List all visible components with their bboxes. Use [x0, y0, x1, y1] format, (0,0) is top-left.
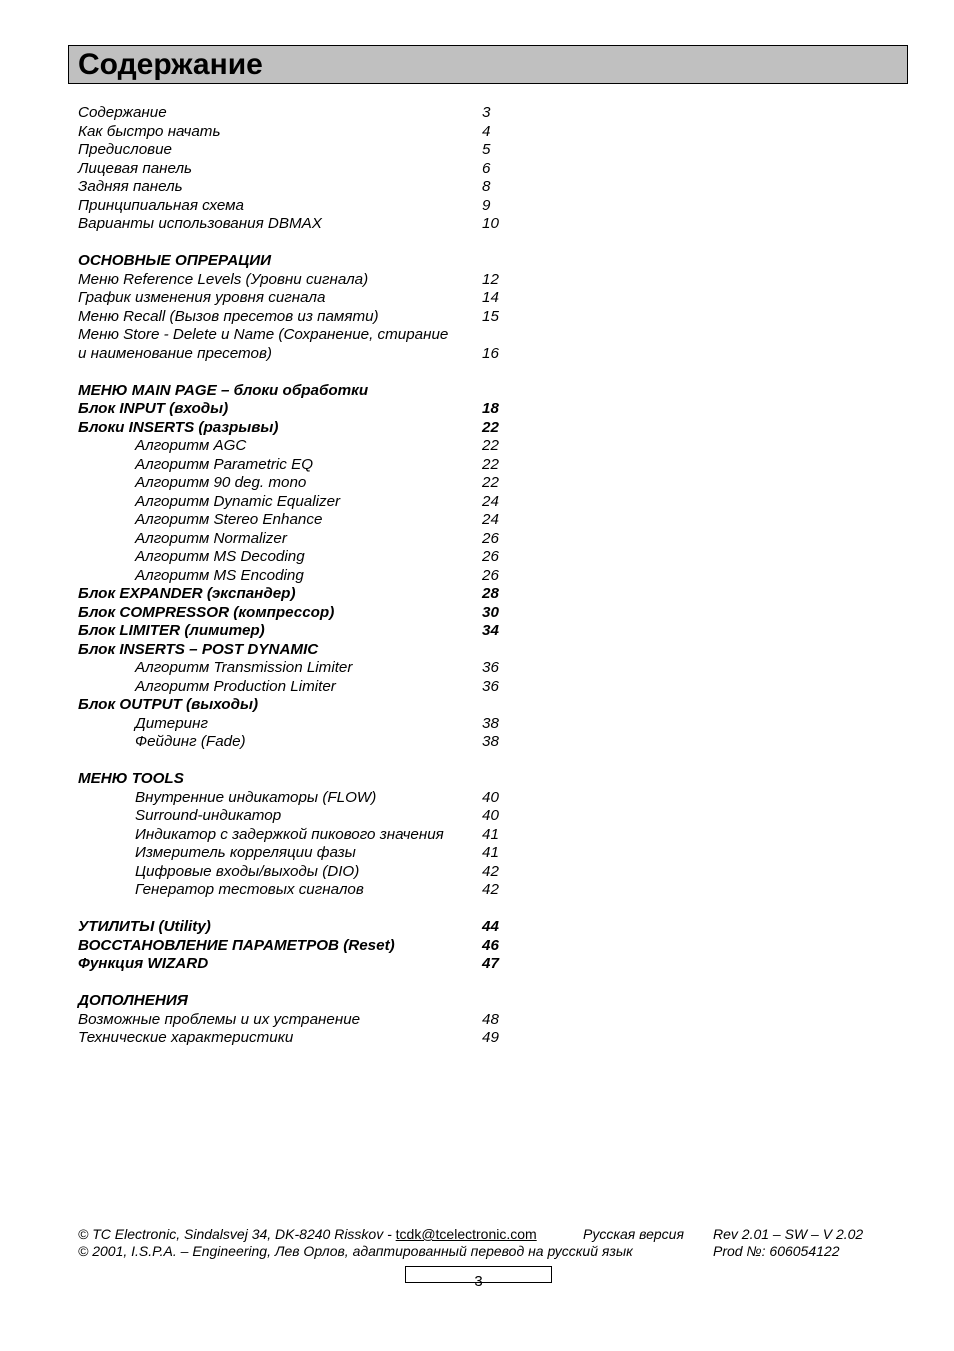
toc-entry-label[interactable]: Варианты использования DBMAX	[78, 215, 322, 232]
footer	[78, 1226, 878, 1260]
footer-revision: Rev 2.01 – SW – V 2.02	[713, 1226, 864, 1242]
toc-spacer	[78, 234, 518, 253]
page-number: 3	[474, 1273, 483, 1290]
toc-entry	[78, 197, 518, 216]
toc-entry-label[interactable]: Задняя панель	[78, 178, 183, 195]
toc-entry-label[interactable]: Меню Recall (Вызов пресетов из памяти)	[78, 307, 379, 325]
table-of-contents	[78, 104, 518, 1048]
toc-entry	[78, 789, 518, 808]
toc-entry	[78, 123, 518, 142]
toc-entry-label[interactable]: Блок INPUT (входы)	[78, 400, 229, 417]
toc-entry-label[interactable]: Измеритель корреляции фазы	[135, 844, 356, 861]
toc-entry-page[interactable]: 15	[482, 307, 499, 325]
toc-entry-page[interactable]: 48	[482, 1010, 499, 1028]
toc-entry-label[interactable]: Лицевая панель	[78, 159, 193, 177]
footer-line-2	[78, 1243, 878, 1260]
toc-entry-label[interactable]: МЕНЮ MAIN PAGE – блоки обработки	[78, 381, 369, 399]
toc-entry	[78, 326, 518, 345]
footer-prod-number: Prod №: 606054122	[713, 1243, 840, 1259]
toc-entry	[78, 992, 518, 1011]
toc-entry-label[interactable]: Содержание	[78, 104, 167, 121]
toc-entry	[78, 863, 518, 882]
toc-entry-label[interactable]: Алгоритм MS Encoding	[135, 566, 304, 584]
toc-entry-label[interactable]: Принципиальная схема	[78, 196, 244, 214]
toc-entry-label[interactable]: Блок OUTPUT (выходы)	[78, 696, 258, 713]
toc-entry-label[interactable]: Алгоритм Stereo Enhance	[135, 511, 323, 528]
footer-line-1	[78, 1226, 878, 1243]
toc-entry	[78, 437, 518, 456]
toc-entry-page[interactable]: 26	[482, 548, 499, 565]
toc-entry-page[interactable]: 6	[482, 159, 491, 177]
toc-entry-label[interactable]: Алгоритм Production Limiter	[135, 677, 336, 695]
toc-entry	[78, 715, 518, 734]
toc-entry-label[interactable]: Блоки INSERTS (разрывы)	[78, 418, 279, 436]
toc-entry-page[interactable]: 49	[482, 1029, 499, 1046]
toc-entry-page[interactable]: 22	[482, 437, 499, 454]
toc-entry-label[interactable]: Алгоритм Parametric EQ	[135, 455, 314, 473]
toc-entry	[78, 585, 518, 604]
toc-entry	[78, 271, 518, 290]
toc-entry-label[interactable]: График изменения уровня сигнала	[78, 289, 326, 306]
toc-entry-page[interactable]: 42	[482, 862, 499, 880]
toc-entry-page[interactable]: 36	[482, 677, 499, 695]
toc-entry	[78, 918, 518, 937]
toc-entry-label[interactable]: Внутренние индикаторы (FLOW)	[135, 788, 377, 806]
page-title: Содержание	[78, 48, 263, 81]
toc-entry	[78, 604, 518, 623]
toc-entry-label[interactable]: ВОССТАНОВЛЕНИЕ ПАРАМЕТРОВ (Reset)	[78, 936, 395, 954]
toc-entry-label[interactable]: Блок LIMITER (лимитер)	[78, 622, 265, 639]
toc-entry	[78, 456, 518, 475]
toc-entry	[78, 289, 518, 308]
toc-entry-label[interactable]: Блок EXPANDER (экспандер)	[78, 585, 296, 602]
toc-entry	[78, 696, 518, 715]
toc-entry-page[interactable]: 34	[482, 622, 499, 639]
toc-entry-page[interactable]: 5	[482, 141, 491, 158]
toc-entry-page[interactable]: 47	[482, 955, 499, 972]
toc-entry-page[interactable]: 41	[482, 844, 499, 861]
toc-entry	[78, 400, 518, 419]
toc-entry-label[interactable]: Дитеринг	[135, 714, 208, 732]
toc-entry-page[interactable]: 41	[482, 825, 499, 843]
toc-entry	[78, 511, 518, 530]
toc-entry-page[interactable]: 36	[482, 659, 499, 676]
toc-entry-page[interactable]: 40	[482, 788, 499, 806]
toc-entry	[78, 141, 518, 160]
toc-entry-label[interactable]: Surround-индикатор	[135, 807, 282, 824]
toc-spacer	[78, 974, 518, 993]
toc-entry-label[interactable]: Фейдинг (Fade)	[135, 733, 246, 750]
toc-entry	[78, 160, 518, 179]
toc-entry-label[interactable]: Алгоритм AGC	[135, 437, 247, 454]
toc-entry-page[interactable]: 40	[482, 807, 499, 824]
toc-entry	[78, 844, 518, 863]
page-number-box	[405, 1266, 552, 1290]
toc-entry-label[interactable]: Возможные проблемы и их устранение	[78, 1010, 361, 1028]
toc-entry	[78, 659, 518, 678]
toc-entry-page[interactable]: 38	[482, 733, 499, 750]
toc-entry-label[interactable]: и наименование пресетов)	[78, 344, 272, 362]
toc-entry	[78, 622, 518, 641]
toc-entry-label[interactable]: Алгоритм MS Decoding	[135, 548, 305, 565]
toc-entry-page[interactable]: 12	[482, 270, 499, 288]
toc-entry-label[interactable]: Алгоритм Dynamic Equalizer	[135, 492, 341, 510]
toc-entry-label[interactable]: ОСНОВНЫЕ ОПРЕРАЦИИ	[78, 252, 272, 269]
toc-entry-page[interactable]: 14	[482, 289, 499, 306]
toc-entry-page[interactable]: 44	[482, 918, 499, 935]
toc-entry	[78, 567, 518, 586]
toc-entry	[78, 881, 518, 900]
toc-entry	[78, 826, 518, 845]
toc-entry-label[interactable]: Предисловие	[78, 141, 172, 158]
toc-entry-page[interactable]: 24	[482, 492, 499, 510]
toc-entry-label[interactable]: Алгоритм 90 deg. mono	[135, 474, 307, 491]
toc-entry-label[interactable]: Алгоритм Normalizer	[135, 529, 287, 547]
toc-entry-label[interactable]: Генератор тестовых сигналов	[135, 881, 364, 898]
toc-entry-label[interactable]: Алгоритм Transmission Limiter	[135, 659, 353, 676]
toc-entry-page[interactable]: 18	[482, 400, 499, 417]
toc-entry-page[interactable]: 10	[482, 215, 499, 232]
toc-entry-page[interactable]: 8	[482, 178, 491, 195]
toc-entry-label[interactable]: Меню Store - Delete и Name (Сохранение, стирание	[78, 326, 449, 343]
toc-entry-label[interactable]: Технические характеристики	[78, 1029, 294, 1046]
toc-entry	[78, 530, 518, 549]
toc-entry-label[interactable]: МЕНЮ TOOLS	[78, 770, 184, 787]
toc-entry-page[interactable]: 26	[482, 529, 499, 547]
toc-entry	[78, 474, 518, 493]
toc-entry-page[interactable]: 24	[482, 511, 499, 528]
title-bar	[68, 45, 908, 84]
toc-entry-page[interactable]: 9	[482, 196, 491, 214]
toc-entry-page[interactable]: 26	[482, 566, 499, 584]
toc-entry	[78, 493, 518, 512]
toc-spacer	[78, 363, 518, 382]
toc-entry-page[interactable]: 4	[482, 122, 491, 140]
toc-entry	[78, 641, 518, 660]
toc-entry-page[interactable]: 30	[482, 603, 499, 621]
toc-entry-page[interactable]: 42	[482, 881, 499, 898]
toc-entry	[78, 955, 518, 974]
toc-entry	[78, 733, 518, 752]
toc-entry	[78, 548, 518, 567]
toc-entry	[78, 937, 518, 956]
toc-entry	[78, 770, 518, 789]
toc-entry	[78, 678, 518, 697]
toc-entry-label[interactable]: УТИЛИТЫ (Utility)	[78, 918, 211, 935]
toc-spacer	[78, 752, 518, 771]
toc-entry	[78, 178, 518, 197]
footer-email-link[interactable]: tcdk@tcelectronic.com	[395, 1226, 537, 1242]
toc-entry-page[interactable]: 22	[482, 418, 499, 436]
toc-entry-page[interactable]: 22	[482, 474, 499, 491]
toc-entry	[78, 104, 518, 123]
toc-entry-label[interactable]: Цифровые входы/выходы (DIO)	[135, 862, 360, 880]
toc-spacer	[78, 900, 518, 919]
toc-entry	[78, 1029, 518, 1048]
toc-entry-page[interactable]: 22	[482, 455, 499, 473]
toc-entry-label[interactable]: Блок INSERTS – POST DYNAMIC	[78, 640, 319, 658]
toc-entry	[78, 419, 518, 438]
toc-entry-label[interactable]: Индикатор с задержкой пикового значения	[135, 825, 444, 843]
toc-entry-label[interactable]: Меню Reference Levels (Уровни сигнала)	[78, 270, 369, 288]
toc-entry-label[interactable]: Функция WIZARD	[78, 955, 209, 972]
toc-entry-label[interactable]: ДОПОЛНЕНИЯ	[78, 992, 188, 1009]
footer-copyright-ispa: © 2001, I.S.P.A. – Engineering, Лев Орлов, адаптированный перевод на русский язык	[78, 1243, 633, 1259]
toc-entry	[78, 252, 518, 271]
toc-entry-label[interactable]: Как быстро начать	[78, 122, 221, 140]
toc-entry	[78, 807, 518, 826]
toc-entry-label[interactable]: Блок COMPRESSOR (компрессор)	[78, 603, 335, 621]
toc-entry	[78, 215, 518, 234]
toc-entry	[78, 308, 518, 327]
toc-entry	[78, 382, 518, 401]
toc-entry	[78, 345, 518, 364]
footer-copyright-tc: © TC Electronic, Sindalsvej 34, DK-8240 Risskov -	[78, 1226, 396, 1242]
toc-entry-page[interactable]: 16	[482, 344, 499, 362]
footer-version-language: Русская версия	[583, 1226, 684, 1242]
toc-entry-page[interactable]: 38	[482, 714, 499, 732]
toc-entry	[78, 1011, 518, 1030]
toc-entry-page[interactable]: 46	[482, 936, 499, 954]
toc-entry-page[interactable]: 28	[482, 585, 499, 602]
toc-entry-page[interactable]: 3	[482, 104, 491, 121]
